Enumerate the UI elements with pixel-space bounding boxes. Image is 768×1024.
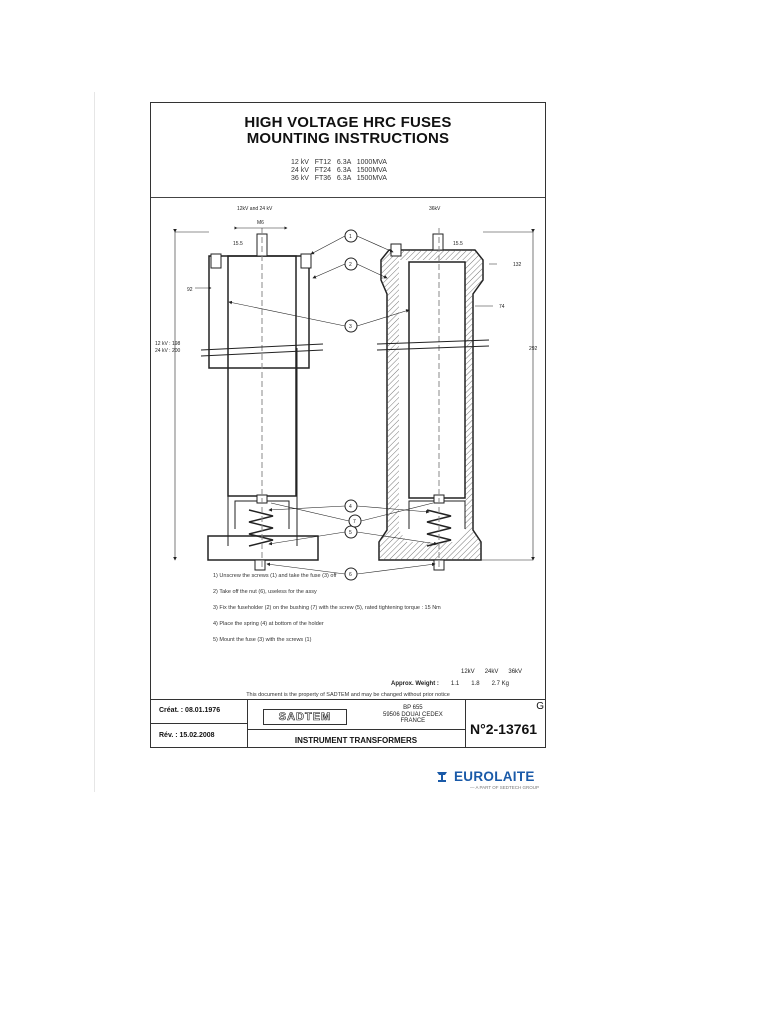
weight-table bbox=[391, 669, 522, 687]
weight-value: 1.1 bbox=[450, 681, 460, 687]
step-item: 5) Mount the fuse (3) with the screws (1) bbox=[213, 637, 312, 643]
instruction-steps bbox=[213, 573, 441, 653]
callout-4-label: 4 bbox=[349, 504, 352, 510]
step-item: 1) Unscrew the screws (1) and take the fuse (3) off bbox=[213, 573, 337, 579]
left-nut-left bbox=[211, 254, 221, 268]
weight-label: Approx. Weight : bbox=[391, 681, 439, 687]
left-nut-right bbox=[301, 254, 311, 268]
revised-date: Rév. : 15.02.2008 bbox=[151, 723, 247, 747]
weight-header: 24kV bbox=[484, 669, 499, 675]
label-36kv: 36kV bbox=[429, 206, 441, 212]
step-item: 3) Fix the fuseholder (2) on the bushing (7) with the screw (5), rated tightening torque : 15 Nm bbox=[213, 605, 441, 611]
right-stud bbox=[433, 234, 443, 250]
right-nut bbox=[391, 244, 401, 256]
rating-row: 36 kV FT36 6.3A 1500MVA bbox=[291, 175, 387, 182]
dim-12kv-label: 12 kV : 198 bbox=[155, 341, 181, 347]
sadtem-logo: SADTEM bbox=[263, 709, 347, 725]
step-item: 2) Take off the nut (6), useless for the assy bbox=[213, 589, 317, 595]
label-12-24kv: 12kV and 24 kV bbox=[237, 206, 273, 212]
created-date: Créat. : 08.01.1976 bbox=[159, 707, 221, 714]
eurolaite-logo bbox=[436, 769, 535, 784]
weight-value: 1.8 bbox=[471, 681, 480, 687]
company-cell bbox=[247, 699, 465, 730]
label-m6: M6 bbox=[257, 220, 264, 226]
rating-row: 12 kV FT12 6.3A 1000MVA bbox=[291, 159, 387, 166]
brand-name: EUROLAITE bbox=[454, 769, 535, 784]
ratings-table bbox=[291, 159, 387, 183]
address-line: 59506 DOUAI CEDEX bbox=[383, 711, 443, 718]
bushing-drawing bbox=[151, 489, 545, 549]
address-line: FRANCE bbox=[400, 718, 426, 724]
drawing-sheet bbox=[150, 102, 546, 748]
dim-right-top-label: 15.5 bbox=[453, 241, 463, 247]
doc-number-cell bbox=[465, 699, 548, 747]
address-line: BP 655 bbox=[403, 705, 423, 711]
rating-row: 24 kV FT24 6.3A 1500MVA bbox=[291, 167, 387, 174]
callout-7-label: 7 bbox=[353, 519, 356, 525]
right-bushing bbox=[409, 501, 465, 529]
property-notice: This document is the property of SADTEM and may be changed without prior notice bbox=[246, 692, 450, 698]
dim-292-label: 292 bbox=[529, 346, 538, 352]
title-line-2: MOUNTING INSTRUCTIONS bbox=[246, 130, 450, 147]
document-title bbox=[151, 115, 545, 147]
revision-letter: G bbox=[536, 701, 544, 712]
left-bottom-stud bbox=[255, 560, 265, 570]
callout-5-label: 5 bbox=[349, 530, 352, 536]
document-number: N°2-13761 bbox=[470, 721, 538, 737]
dim-74-label: 74 bbox=[499, 304, 505, 310]
right-fuse-body bbox=[409, 262, 465, 498]
page-margin-line bbox=[94, 92, 95, 792]
dim-132-label: 132 bbox=[513, 262, 522, 268]
dim-left-top-label: 15.5 bbox=[233, 241, 243, 247]
step-item: 4) Place the spring (4) at bottom of the holder bbox=[213, 621, 324, 627]
brand-mark-icon bbox=[436, 772, 448, 782]
dim-24kv-label: 24 kV : 200 bbox=[155, 348, 181, 354]
document-subtitle: INSTRUMENT TRANSFORMERS bbox=[294, 736, 418, 745]
callout-2a-label: 2 bbox=[349, 262, 352, 268]
dim-92-label: 92 bbox=[187, 287, 193, 293]
company-address bbox=[383, 705, 443, 725]
callout-3-label: 3 bbox=[349, 324, 352, 330]
brand-tagline: — A PART OF SEDTECH GROUP bbox=[470, 785, 540, 790]
weight-header: 12kV bbox=[461, 669, 475, 675]
date-cells bbox=[151, 699, 248, 747]
callout-1-label: 1 bbox=[349, 234, 352, 240]
callout-6-label: 6 bbox=[349, 572, 352, 578]
weight-value: 2.7 Kg bbox=[491, 681, 509, 687]
weight-header: 36kV bbox=[508, 669, 523, 675]
title-line-1: HIGH VOLTAGE HRC FUSES bbox=[244, 114, 452, 131]
